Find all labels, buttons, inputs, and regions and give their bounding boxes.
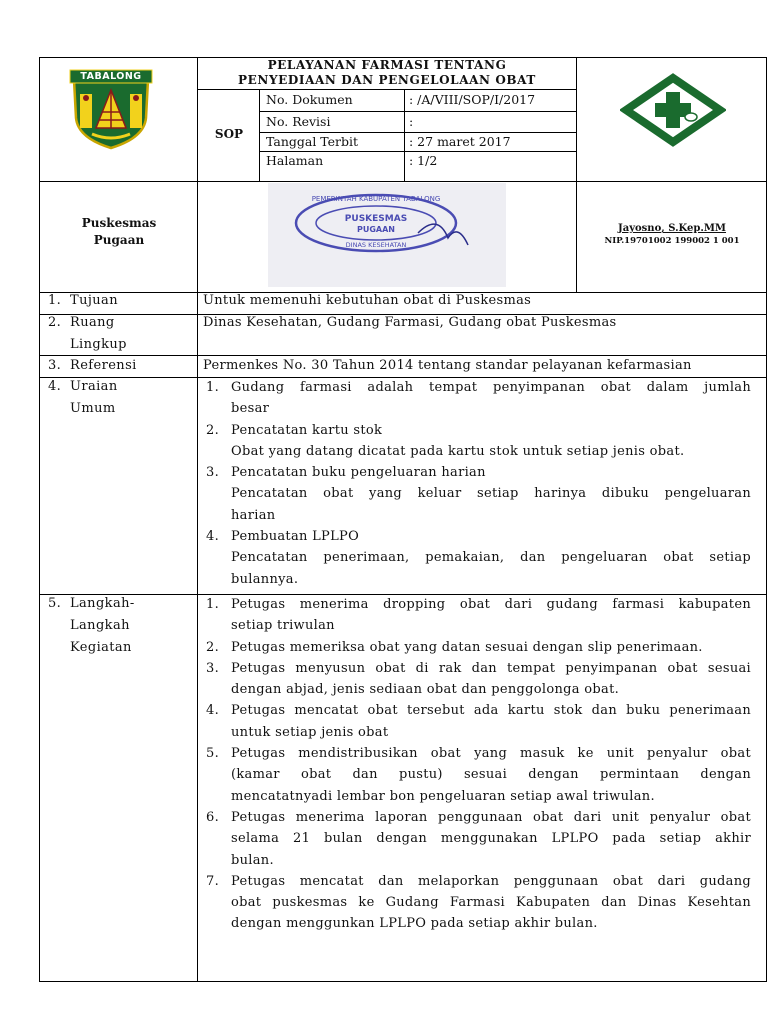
meta-label-tanggal-terbit: Tanggal Terbit <box>266 134 359 149</box>
list-item-number: 4. <box>206 703 220 719</box>
svg-text:PUSKESMAS: PUSKESMAS <box>344 214 408 224</box>
list-item-line: harian <box>231 507 276 523</box>
signer-nip: NIP.19701002 199002 1 001 <box>604 236 740 246</box>
list-item-number: 1. <box>206 380 220 395</box>
meta-value-no-revisi: : <box>409 114 414 129</box>
row-label-text: Umum <box>70 401 116 416</box>
meta-value-tanggal-terbit: : 27 maret 2017 <box>409 134 511 149</box>
row-label-text: Langkah- <box>70 596 135 611</box>
list-item <box>203 743 751 807</box>
list-item <box>203 871 751 935</box>
row-label-referensi <box>48 355 137 377</box>
sop-label: SOP <box>214 127 244 141</box>
list-item <box>203 462 751 526</box>
document-title-line2: PENYEDIAAN DAN PENGELOLAAN OBAT <box>238 73 536 87</box>
list-item-line: Pencatatan penerimaan, pemakaian, dan pengeluaran obat setiap <box>231 550 751 566</box>
list-item-line: Obat yang datang dicatat pada kartu stok untuk setiap jenis obat. <box>231 443 685 459</box>
list-item <box>203 420 751 463</box>
row-number: 4. <box>48 379 62 394</box>
list-item-number: 1. <box>206 597 220 612</box>
tabalong-logo-text: TABALONG <box>80 71 142 82</box>
list-item-number: 3. <box>206 465 220 481</box>
list-item-line: Pembuatan LPLPO <box>231 529 360 545</box>
list-item <box>203 637 751 658</box>
list-item-line: Petugas memeriksa obat yang datan sesuai dengan slip penerimaan. <box>231 639 703 655</box>
list-item-line: Pencatatan obat yang keluar setiap harinya dibuku pengeluaran <box>231 486 751 502</box>
list-item-number: 7. <box>206 873 220 889</box>
row-content-referensi: Permenkes No. 30 Tahun 2014 tentang standar pelayanan kefarmasian <box>203 358 692 373</box>
list-item-number: 5. <box>206 746 220 762</box>
tabalong-logo <box>66 68 156 150</box>
list-item-line: setiap triwulan <box>231 618 335 634</box>
list-item-line: Gudang farmasi adalah tempat penyimpanan obat dalam jumlah <box>231 380 751 395</box>
list-item-line: mencatatnyadi lembar bon pengeluaran setiap awal triwulan. <box>231 788 655 804</box>
row-label-tujuan <box>48 290 118 312</box>
signer-name: Jayosno, S.Kep.MM <box>617 223 727 234</box>
list-item-line: selama 21 bulan dengan menggunakan LPLPO pada setiap akhir <box>231 831 751 847</box>
list-item-line: Pencatatan buku pengeluaran harian <box>231 465 486 481</box>
meta-label-no-dokumen: No. Dokumen <box>266 92 353 107</box>
list-item-line: (kamar obat dan pustu) sesuai dengan permintaan dengan <box>231 767 751 783</box>
list-item-line: Pencatatan kartu stok <box>231 422 383 438</box>
list-item-line: Petugas menyusun obat di rak dan tempat penyimpanan obat sesuai <box>231 660 751 676</box>
list-item-line: besar <box>231 401 270 417</box>
list-item <box>203 526 751 590</box>
row-content-ruang-lingkup: Dinas Kesehatan, Gudang Farmasi, Gudang obat Puskesmas <box>203 315 617 330</box>
list-item <box>203 700 751 743</box>
list-item-line: Petugas menerima laporan penggunaan obat dari unit penyalur obat <box>231 809 751 825</box>
row-label-text: Ruang <box>70 315 115 330</box>
list-item-line: bulan. <box>231 852 274 868</box>
uraian-umum-list <box>203 377 751 590</box>
list-item <box>203 658 751 701</box>
list-item-line: Petugas menerima dropping obat dari gudang farmasi kabupaten <box>231 597 751 612</box>
row-label-text: Kegiatan <box>70 640 132 655</box>
list-item-line: Petugas mendistribusikan obat yang masuk ke unit penyalur obat <box>231 746 751 762</box>
svg-text:DINAS KESEHATAN: DINAS KESEHATAN <box>345 241 407 249</box>
list-item-line: Petugas mencatat obat tersebut ada kartu stok dan buku penerimaan <box>231 703 751 719</box>
row-label-text: Referensi <box>70 358 137 373</box>
meta-label-halaman: Halaman <box>266 153 324 168</box>
organization-line2: Pugaan <box>93 233 145 247</box>
row-label-text: Tujuan <box>70 293 118 308</box>
langkah-kegiatan-list <box>203 594 751 935</box>
row-label-langkah-kegiatan <box>48 593 135 659</box>
puskesmas-logo <box>620 72 726 148</box>
list-item-line: dengan menggunkan LPLPO pada setiap akhir bulan. <box>231 916 598 932</box>
meta-value-no-dokumen: : /A/VIII/SOP/I/2017 <box>409 92 536 107</box>
row-label-text: Langkah <box>70 618 130 633</box>
meta-value-halaman: : 1/2 <box>409 153 438 168</box>
list-item-line: dengan abjad, jenis sediaan obat dan penggolonga obat. <box>231 682 620 698</box>
list-item-number: 4. <box>206 529 220 545</box>
row-label-ruang-lingkup <box>48 312 127 356</box>
row-label-text: Uraian <box>70 379 118 394</box>
list-item-number: 2. <box>206 422 220 438</box>
list-item-number: 3. <box>206 660 220 676</box>
row-number: 2. <box>48 315 62 330</box>
official-stamp <box>268 183 506 287</box>
list-item <box>203 807 751 871</box>
svg-text:PUGAAN: PUGAAN <box>356 225 396 234</box>
row-label-uraian-umum <box>48 376 118 420</box>
list-item-line: Petugas mencatat dan melaporkan penggunaan obat dari gudang <box>231 873 751 889</box>
list-item <box>203 594 751 637</box>
list-item-line: bulannya. <box>231 571 299 587</box>
list-item-number: 2. <box>206 639 220 655</box>
row-number: 1. <box>48 293 62 308</box>
organization-line1: Puskesmas <box>81 216 157 230</box>
row-number: 5. <box>48 596 62 611</box>
list-item-line: untuk setiap jenis obat <box>231 724 389 740</box>
row-content-tujuan: Untuk memenuhi kebutuhan obat di Puskesmas <box>203 293 532 308</box>
row-number: 3. <box>48 358 62 373</box>
meta-label-no-revisi: No. Revisi <box>266 114 331 129</box>
list-item-line: obat puskesmas ke Gudang Farmasi Kabupaten dan Dinas Kesehtan <box>231 895 751 911</box>
list-item-number: 6. <box>206 809 220 825</box>
document-title-line1: PELAYANAN FARMASI TENTANG <box>267 58 507 72</box>
list-item <box>203 377 751 420</box>
organization-name <box>40 215 198 249</box>
row-label-text: Lingkup <box>70 337 127 352</box>
svg-text:PEMERINTAH KABUPATEN TABALONG: PEMERINTAH KABUPATEN TABALONG <box>311 195 441 203</box>
